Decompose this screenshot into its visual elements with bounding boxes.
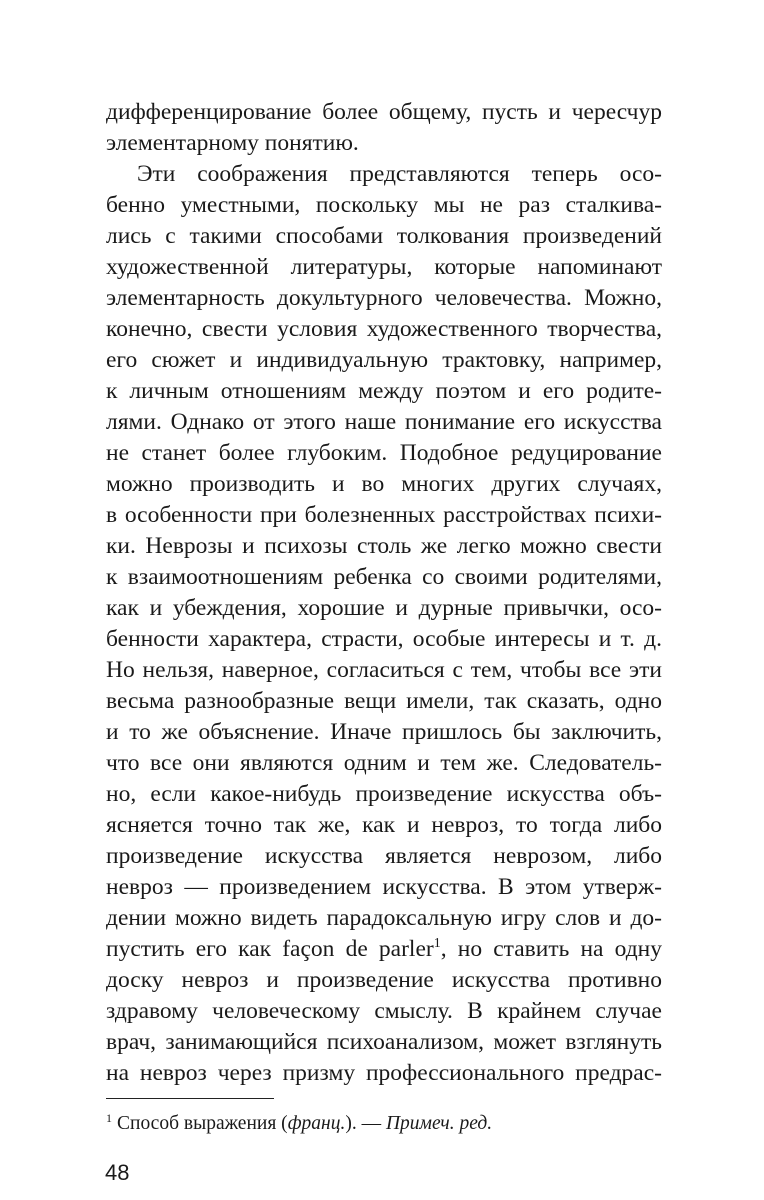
- text-line: к взаимоотношениям ребенка со своими родителями,: [106, 564, 662, 590]
- footnote-marker: 1: [106, 1111, 112, 1125]
- text-line: к личным отношениям между поэтом и его родите-: [106, 378, 662, 404]
- text-line: доску невроз и произведение искусства противно: [106, 967, 662, 993]
- text-line: как и убеждения, хорошие и дурные привычки, осо-: [106, 595, 662, 621]
- paragraph-first-line: Эти соображения представляются теперь осо-: [137, 161, 662, 187]
- footnote-reference[interactable]: 1: [433, 936, 441, 951]
- text-segment: пустить его как façon de parler: [106, 936, 434, 962]
- text-line: художественной литературы, которые напоминают: [106, 254, 662, 280]
- text-line: произведение искусства является неврозом, либо: [106, 843, 662, 869]
- text-line: бенности характера, страсти, особые интересы и т. д.: [106, 626, 662, 652]
- text-line: врач, занимающийся психоанализом, может взглянуть: [106, 1029, 662, 1055]
- text-line: невроз — произведением искусства. В этом утверж-: [106, 874, 662, 900]
- text-line: весьма разнообразные вещи имели, так сказать, одно: [106, 688, 662, 714]
- footnote-text: ). —: [345, 1113, 386, 1134]
- text-line: элементарность докультурного человечества. Можно,: [106, 285, 662, 311]
- text-line: и то же объяснение. Иначе пришлось бы заключить,: [106, 719, 662, 745]
- text-line: его сюжет и индивидуальную трактовку, например,: [106, 347, 662, 373]
- text-line-with-footnote-ref: [106, 934, 662, 964]
- text-line: можно производить и во многих других случаях,: [106, 471, 662, 497]
- footnote-text-italic: франц.: [287, 1113, 346, 1134]
- text-line: лями. Однако от этого наше понимание его искусства: [106, 409, 662, 435]
- text-line: на невроз через призму профессионального предрас-: [106, 1060, 662, 1086]
- text-line: здравому человеческому смыслу. В крайнем случае: [106, 998, 662, 1024]
- text-segment: , но ставить на одну: [440, 936, 662, 962]
- text-line: элементарному понятию.: [106, 130, 359, 156]
- text-line: что все они являются одним и тем же. Следователь-: [106, 750, 662, 776]
- text-line: в особенности при болезненных расстройствах психи-: [106, 502, 662, 528]
- footnote-editor-note: Примеч. ред.: [385, 1113, 493, 1134]
- text-line: дении можно видеть парадоксальную игру слов и до-: [106, 905, 662, 931]
- text-line: дифференцирование более общему, пусть и чересчур: [106, 99, 662, 125]
- text-line: бенно уместными, поскольку мы не раз сталкива-: [106, 192, 662, 218]
- text-line: ки. Неврозы и психозы столь же легко можно свести: [106, 533, 662, 559]
- text-line: не станет более глубоким. Подобное редуцирование: [106, 440, 662, 466]
- text-line: но, если какое-нибудь произведение искусства объ-: [106, 781, 662, 807]
- text-line: конечно, свести условия художественного творчества,: [106, 316, 662, 342]
- text-line: ясняется точно так же, как и невроз, то тогда либо: [106, 812, 662, 838]
- text-line: Но нельзя, наверное, согласиться с тем, чтобы все эти: [106, 657, 662, 683]
- page-number: 48: [105, 1160, 130, 1185]
- footnote-separator: [106, 1098, 274, 1099]
- footnote-text: Способ выражения (: [117, 1113, 288, 1134]
- text-line: лись с такими способами толкования произведений: [106, 223, 662, 249]
- footnote: [106, 1104, 662, 1132]
